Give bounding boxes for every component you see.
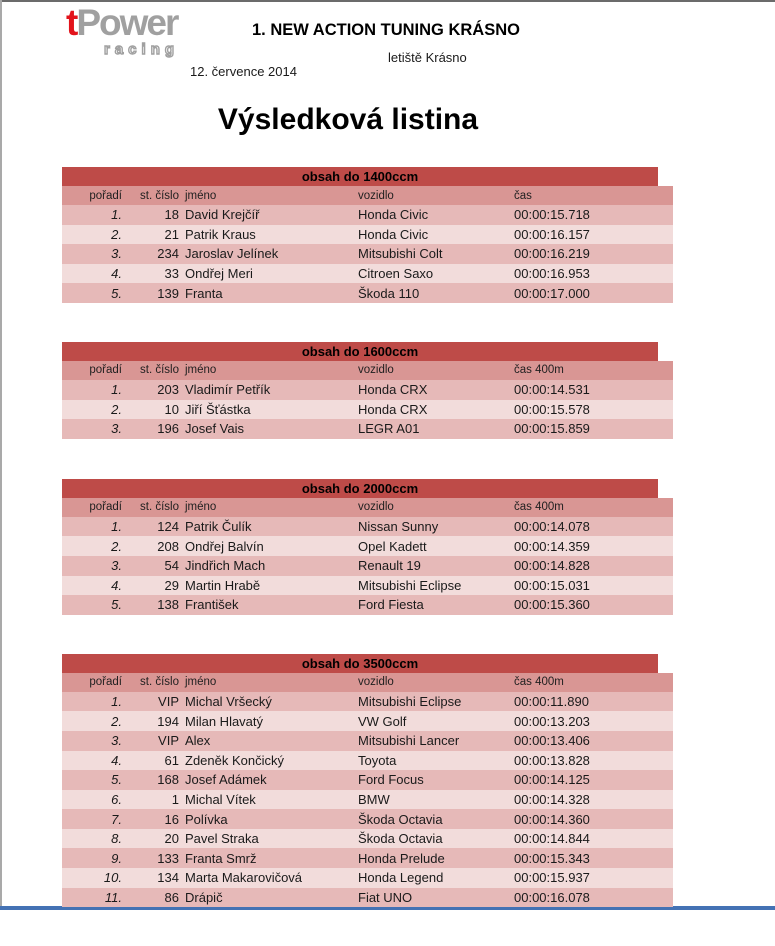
vehicle-cell: Honda Legend — [357, 868, 511, 888]
start-number-cell: 86 — [127, 888, 183, 908]
name-cell: Ondřej Balvín — [183, 536, 357, 556]
results-table — [62, 361, 673, 439]
rank-cell: 5. — [62, 595, 127, 615]
start-number-cell: 16 — [127, 809, 183, 829]
rank-cell: 1. — [62, 380, 127, 400]
name-cell: Milan Hlavatý — [183, 711, 357, 731]
name-cell: David Krejčíř — [183, 205, 357, 225]
time-cell: 00:00:14.125 — [511, 770, 673, 790]
name-cell: Marta Makarovičová — [183, 868, 357, 888]
result-row — [62, 751, 673, 771]
event-location: letiště Krásno — [388, 50, 467, 65]
category-title: obsah do 1400ccm — [62, 167, 658, 186]
vehicle-cell: Honda Civic — [357, 205, 511, 225]
time-cell: 00:00:14.328 — [511, 790, 673, 810]
time-cell: 00:00:11.890 — [511, 692, 673, 712]
vehicle-cell: Nissan Sunny — [357, 517, 511, 537]
result-row — [62, 536, 673, 556]
start-number-cell: 29 — [127, 576, 183, 596]
column-header: vozidlo — [357, 498, 511, 517]
time-cell: 00:00:15.343 — [511, 848, 673, 868]
name-cell: František — [183, 595, 357, 615]
result-row — [62, 868, 673, 888]
time-cell: 00:00:14.828 — [511, 556, 673, 576]
time-cell: 00:00:14.078 — [511, 517, 673, 537]
column-header: st. číslo — [127, 498, 183, 517]
time-cell: 00:00:15.718 — [511, 205, 673, 225]
time-cell: 00:00:14.531 — [511, 380, 673, 400]
rank-cell: 3. — [62, 419, 127, 439]
time-cell: 00:00:15.031 — [511, 576, 673, 596]
name-cell: Jaroslav Jelínek — [183, 244, 357, 264]
logo-wordmark — [66, 4, 179, 41]
vehicle-cell: Škoda Octavia — [357, 809, 511, 829]
vehicle-cell: Opel Kadett — [357, 536, 511, 556]
rank-cell: 3. — [62, 556, 127, 576]
category-title: obsah do 3500ccm — [62, 654, 658, 673]
rank-cell: 1. — [62, 205, 127, 225]
rank-cell: 11. — [62, 888, 127, 908]
time-cell: 00:00:14.359 — [511, 536, 673, 556]
vehicle-cell: Mitsubishi Colt — [357, 244, 511, 264]
vehicle-cell: Honda CRX — [357, 380, 511, 400]
vehicle-cell: LEGR A01 — [357, 419, 511, 439]
time-cell: 00:00:16.953 — [511, 264, 673, 284]
name-cell: Franta — [183, 283, 357, 303]
result-row — [62, 517, 673, 537]
category-table — [62, 479, 658, 615]
event-date: 12. července 2014 — [190, 64, 297, 79]
result-row — [62, 244, 673, 264]
column-header: vozidlo — [357, 673, 511, 692]
time-cell: 00:00:16.157 — [511, 225, 673, 245]
vehicle-cell: Fiat UNO — [357, 888, 511, 908]
vehicle-cell: Mitsubishi Eclipse — [357, 576, 511, 596]
column-header: čas — [511, 186, 673, 205]
rank-cell: 2. — [62, 711, 127, 731]
name-cell: Jiří Šťástka — [183, 400, 357, 420]
name-cell: Ondřej Meri — [183, 264, 357, 284]
vehicle-cell: Ford Focus — [357, 770, 511, 790]
result-row — [62, 790, 673, 810]
vehicle-cell: Škoda Octavia — [357, 829, 511, 849]
name-cell: Patrik Kraus — [183, 225, 357, 245]
start-number-cell: 133 — [127, 848, 183, 868]
start-number-cell: 138 — [127, 595, 183, 615]
start-number-cell: 196 — [127, 419, 183, 439]
result-row — [62, 731, 673, 751]
name-cell: Alex — [183, 731, 357, 751]
result-row — [62, 809, 673, 829]
name-cell: Martin Hrabě — [183, 576, 357, 596]
result-row — [62, 711, 673, 731]
name-cell: Michal Vítek — [183, 790, 357, 810]
rank-cell: 4. — [62, 751, 127, 771]
column-header: jméno — [183, 673, 357, 692]
name-cell: Drápič — [183, 888, 357, 908]
name-cell: Patrik Čulík — [183, 517, 357, 537]
vehicle-cell: Renault 19 — [357, 556, 511, 576]
start-number-cell: 203 — [127, 380, 183, 400]
start-number-cell: 54 — [127, 556, 183, 576]
rank-cell: 10. — [62, 868, 127, 888]
time-cell: 00:00:17.000 — [511, 283, 673, 303]
column-header: st. číslo — [127, 186, 183, 205]
time-cell: 00:00:13.203 — [511, 711, 673, 731]
name-cell: Vladimír Petřík — [183, 380, 357, 400]
result-row — [62, 205, 673, 225]
start-number-cell: 20 — [127, 829, 183, 849]
start-number-cell: 61 — [127, 751, 183, 771]
vehicle-cell: Ford Fiesta — [357, 595, 511, 615]
tables-container — [62, 167, 658, 946]
result-row — [62, 380, 673, 400]
name-cell: Zdeněk Končický — [183, 751, 357, 771]
result-row — [62, 848, 673, 868]
column-header: st. číslo — [127, 361, 183, 380]
category-title: obsah do 1600ccm — [62, 342, 658, 361]
column-header: jméno — [183, 498, 357, 517]
vehicle-cell: Mitsubishi Eclipse — [357, 692, 511, 712]
result-row — [62, 888, 673, 908]
start-number-cell: 139 — [127, 283, 183, 303]
column-header: čas 400m — [511, 498, 673, 517]
column-header: pořadí — [62, 498, 127, 517]
rank-cell: 3. — [62, 244, 127, 264]
name-cell: Franta Smrž — [183, 848, 357, 868]
name-cell: Josef Adámek — [183, 770, 357, 790]
rank-cell: 2. — [62, 536, 127, 556]
rank-cell: 6. — [62, 790, 127, 810]
vehicle-cell: Honda Prelude — [357, 848, 511, 868]
rank-cell: 7. — [62, 809, 127, 829]
time-cell: 00:00:13.828 — [511, 751, 673, 771]
category-table — [62, 167, 658, 303]
tpower-racing-logo — [66, 4, 179, 57]
result-row — [62, 770, 673, 790]
result-row — [62, 692, 673, 712]
time-cell: 00:00:15.937 — [511, 868, 673, 888]
start-number-cell: 18 — [127, 205, 183, 225]
result-row — [62, 419, 673, 439]
time-cell: 00:00:16.219 — [511, 244, 673, 264]
start-number-cell: 124 — [127, 517, 183, 537]
column-header: jméno — [183, 361, 357, 380]
results-table — [62, 673, 673, 908]
vehicle-cell: Mitsubishi Lancer — [357, 731, 511, 751]
vehicle-cell: BMW — [357, 790, 511, 810]
start-number-cell: VIP — [127, 692, 183, 712]
vehicle-cell: VW Golf — [357, 711, 511, 731]
page-title: Výsledková listina — [217, 103, 479, 136]
rank-cell: 9. — [62, 848, 127, 868]
rank-cell: 3. — [62, 731, 127, 751]
start-number-cell: VIP — [127, 731, 183, 751]
rank-cell: 1. — [62, 517, 127, 537]
column-header: čas 400m — [511, 673, 673, 692]
start-number-cell: 1 — [127, 790, 183, 810]
result-row — [62, 576, 673, 596]
start-number-cell: 168 — [127, 770, 183, 790]
logo-letter-t: t — [66, 2, 77, 43]
rank-cell: 5. — [62, 770, 127, 790]
rank-cell: 2. — [62, 225, 127, 245]
start-number-cell: 21 — [127, 225, 183, 245]
results-table — [62, 186, 673, 303]
vehicle-cell: Honda CRX — [357, 400, 511, 420]
time-cell: 00:00:13.406 — [511, 731, 673, 751]
time-cell: 00:00:15.859 — [511, 419, 673, 439]
time-cell: 00:00:16.078 — [511, 888, 673, 908]
result-row — [62, 595, 673, 615]
rank-cell: 2. — [62, 400, 127, 420]
name-cell: Josef Vais — [183, 419, 357, 439]
time-cell: 00:00:14.360 — [511, 809, 673, 829]
event-title: 1. NEW ACTION TUNING KRÁSNO — [252, 21, 520, 39]
start-number-cell: 33 — [127, 264, 183, 284]
column-header: st. číslo — [127, 673, 183, 692]
vehicle-cell: Honda Civic — [357, 225, 511, 245]
column-header: pořadí — [62, 186, 127, 205]
column-header: pořadí — [62, 673, 127, 692]
result-row — [62, 283, 673, 303]
start-number-cell: 134 — [127, 868, 183, 888]
result-row — [62, 225, 673, 245]
column-header: jméno — [183, 186, 357, 205]
name-cell: Polívka — [183, 809, 357, 829]
time-cell: 00:00:14.844 — [511, 829, 673, 849]
time-cell: 00:00:15.578 — [511, 400, 673, 420]
rank-cell: 4. — [62, 264, 127, 284]
rank-cell: 1. — [62, 692, 127, 712]
start-number-cell: 194 — [127, 711, 183, 731]
column-header: vozidlo — [357, 186, 511, 205]
result-row — [62, 400, 673, 420]
vehicle-cell: Škoda 110 — [357, 283, 511, 303]
name-cell: Pavel Straka — [183, 829, 357, 849]
start-number-cell: 208 — [127, 536, 183, 556]
category-table — [62, 342, 658, 439]
vehicle-cell: Citroen Saxo — [357, 264, 511, 284]
column-header: vozidlo — [357, 361, 511, 380]
category-title: obsah do 2000ccm — [62, 479, 658, 498]
logo-power-text: Power — [76, 2, 178, 43]
name-cell: Michal Vršecký — [183, 692, 357, 712]
time-cell: 00:00:15.360 — [511, 595, 673, 615]
result-row — [62, 264, 673, 284]
rank-cell: 8. — [62, 829, 127, 849]
column-header: pořadí — [62, 361, 127, 380]
result-row — [62, 829, 673, 849]
name-cell: Jindřich Mach — [183, 556, 357, 576]
category-table — [62, 654, 658, 908]
rank-cell: 5. — [62, 283, 127, 303]
result-row — [62, 556, 673, 576]
results-table — [62, 498, 673, 615]
start-number-cell: 10 — [127, 400, 183, 420]
rank-cell: 4. — [62, 576, 127, 596]
vehicle-cell: Toyota — [357, 751, 511, 771]
column-header: čas 400m — [511, 361, 673, 380]
logo-racing-text: racing — [104, 41, 180, 58]
start-number-cell: 234 — [127, 244, 183, 264]
